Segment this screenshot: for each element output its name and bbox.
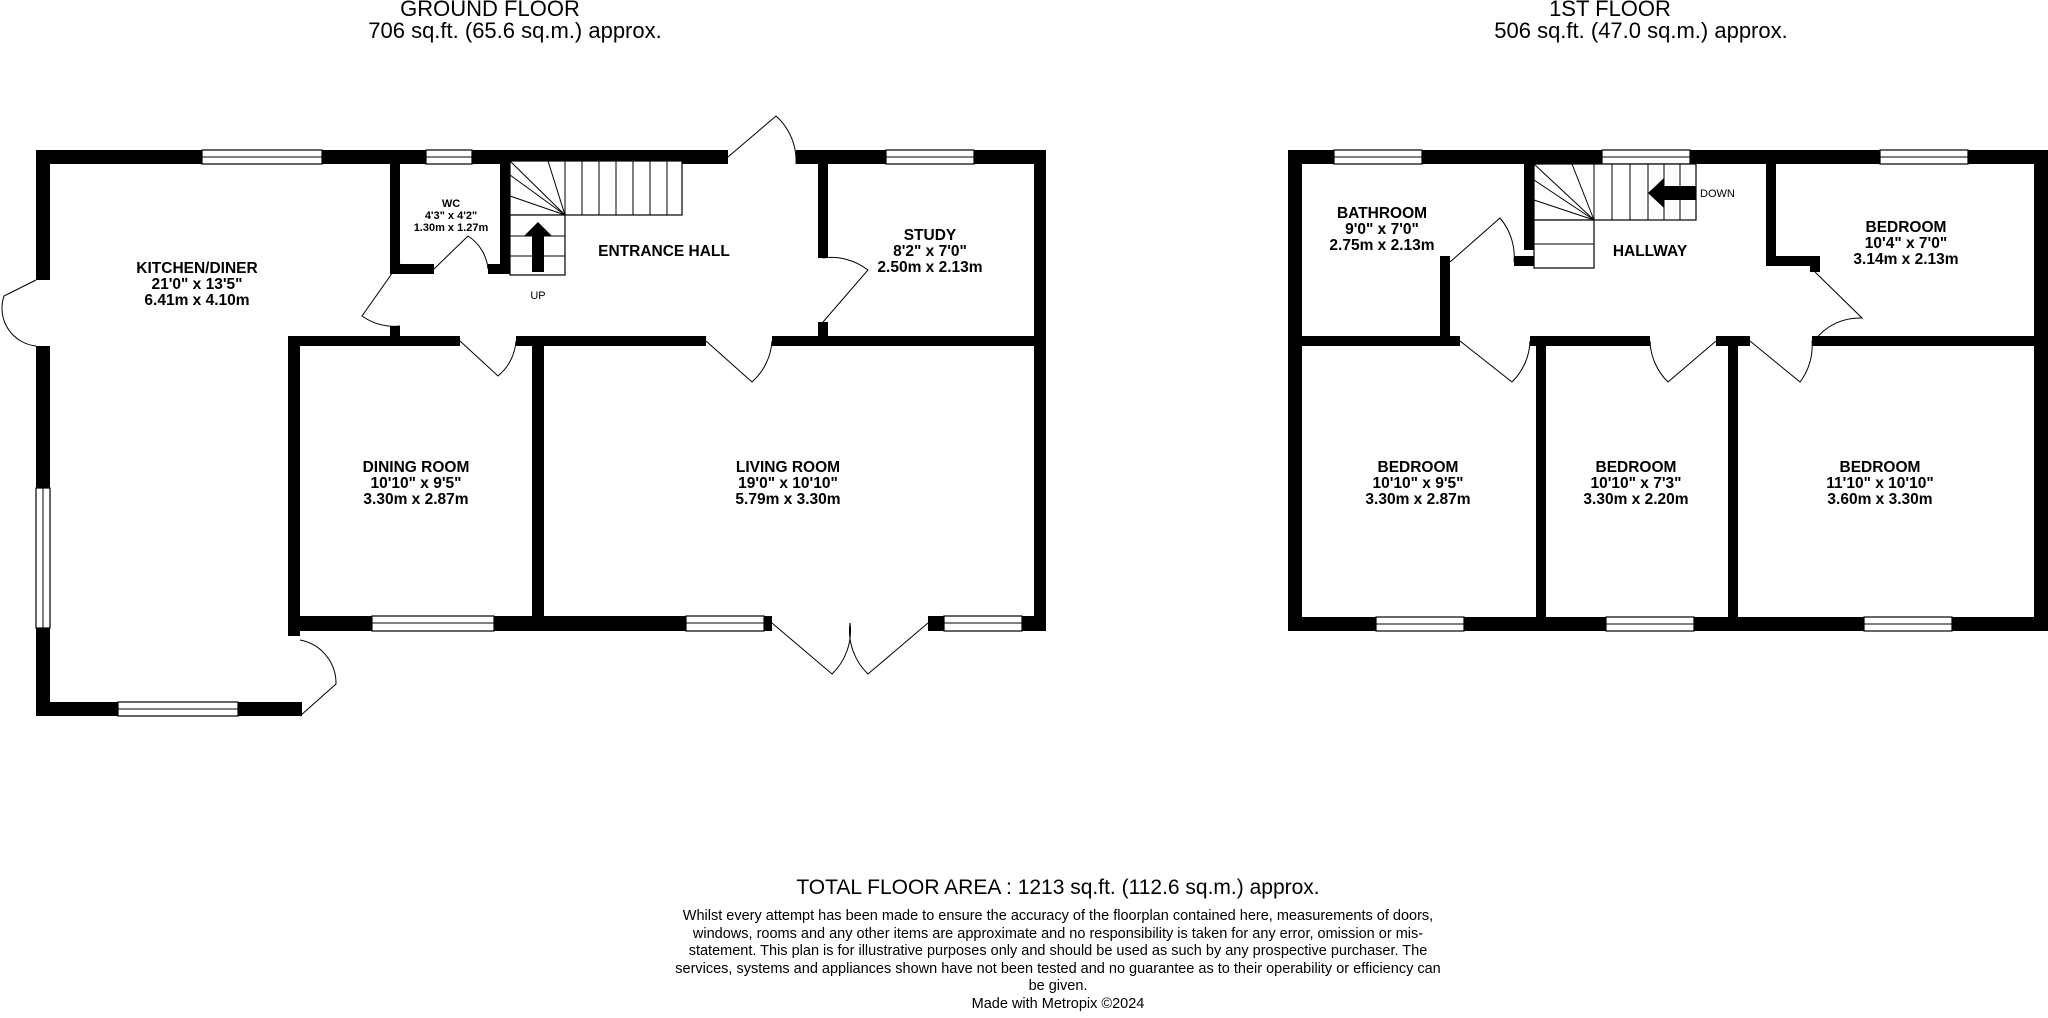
- room-entrance-hall: [598, 243, 730, 260]
- room-kitchen-diner: [136, 260, 257, 309]
- total-floor-area: TOTAL FLOOR AREA : 1213 sq.ft. (112.6 sq.m.) approx.: [796, 876, 1320, 899]
- stairs-down-label: DOWN: [1700, 188, 1735, 200]
- room-size-imperial: 21'0" x 13'5": [151, 276, 243, 293]
- room-size-imperial: 10'10" x 9'5": [370, 475, 462, 492]
- room-name: DINING ROOM: [362, 459, 470, 476]
- ground-floor-plan: [2, 0, 1046, 716]
- room-size-imperial: 4'3" x 4'2": [424, 210, 478, 222]
- ground-floor-area: 706 sq.ft. (65.6 sq.m.) approx.: [368, 18, 662, 43]
- room-name: LIVING ROOM: [735, 459, 841, 476]
- room-bathroom: [1329, 205, 1434, 254]
- ground-floor-title: GROUND FLOOR: [400, 0, 580, 21]
- room-size-metric: 5.79m x 3.30m: [735, 491, 841, 508]
- floorplan-footer: [560, 876, 1556, 1013]
- room-size-metric: 3.14m x 2.13m: [1853, 251, 1959, 268]
- room-name: BEDROOM: [1865, 219, 1947, 236]
- ground-floor-stairs: [510, 161, 682, 302]
- made-with-credit: Made with Metropix ©2024: [971, 995, 1145, 1012]
- room-dining-room: [363, 459, 470, 508]
- room-size-metric: 3.60m x 3.30m: [1827, 491, 1933, 508]
- room-study: [877, 227, 982, 276]
- room-bedroom-top: [1853, 219, 1958, 268]
- room-bedroom-middle: [1583, 459, 1688, 508]
- room-name: BEDROOM: [1839, 459, 1921, 476]
- room-name: BEDROOM: [1377, 459, 1459, 476]
- room-size-imperial: 9'0" x 7'0": [1345, 221, 1419, 238]
- room-name: STUDY: [903, 227, 957, 244]
- room-size-imperial: 10'10" x 9'5": [1372, 475, 1464, 492]
- room-size-metric: 1.30m x 1.27m: [413, 222, 489, 234]
- room-name: HALLWAY: [1612, 243, 1688, 260]
- room-size-imperial: 8'2" x 7'0": [893, 243, 967, 260]
- room-living-room: [735, 459, 840, 508]
- room-size-imperial: 10'10" x 7'3": [1590, 475, 1682, 492]
- room-size-metric: 3.30m x 2.87m: [1365, 491, 1471, 508]
- room-size-metric: 3.30m x 2.87m: [363, 491, 469, 508]
- room-name: KITCHEN/DINER: [136, 260, 258, 277]
- disclaimer-text: Whilst every attempt has been made to ensure the accuracy of the floorplan contained here, measurements of doors, windows, rooms and any other items are approximate and no responsibility is taken for any error, omission or mis-statement. This plan is for illustrative purposes only and should be used as such by any prospective purchaser. The services, systems and appliances shown have not been tested and no guarantee as to their operability or efficiency can be given.: [675, 908, 1441, 995]
- room-size-metric: 6.41m x 4.10m: [144, 292, 250, 309]
- room-size-imperial: 11'10" x 10'10": [1826, 475, 1934, 492]
- first-floor-area: 506 sq.ft. (47.0 sq.m.) approx.: [1494, 18, 1788, 43]
- room-bedroom-right: [1826, 459, 1933, 508]
- room-hallway: [1613, 243, 1688, 260]
- stairs-up-label: UP: [530, 290, 546, 302]
- room-size-metric: 3.30m x 2.20m: [1583, 491, 1689, 508]
- room-size-imperial: 19'0" x 10'10": [738, 475, 838, 492]
- room-name: ENTRANCE HALL: [598, 243, 730, 260]
- room-name: WC: [441, 198, 461, 210]
- room-size-metric: 2.75m x 2.13m: [1329, 237, 1435, 254]
- room-name: BEDROOM: [1595, 459, 1677, 476]
- room-wc: [414, 198, 489, 234]
- first-floor-plan: [1288, 0, 2048, 631]
- first-floor-title: 1ST FLOOR: [1549, 0, 1671, 21]
- room-size-metric: 2.50m x 2.13m: [877, 259, 983, 276]
- room-size-imperial: 10'4" x 7'0": [1864, 235, 1948, 252]
- room-name: BATHROOM: [1336, 205, 1428, 222]
- room-bedroom-left: [1365, 459, 1470, 508]
